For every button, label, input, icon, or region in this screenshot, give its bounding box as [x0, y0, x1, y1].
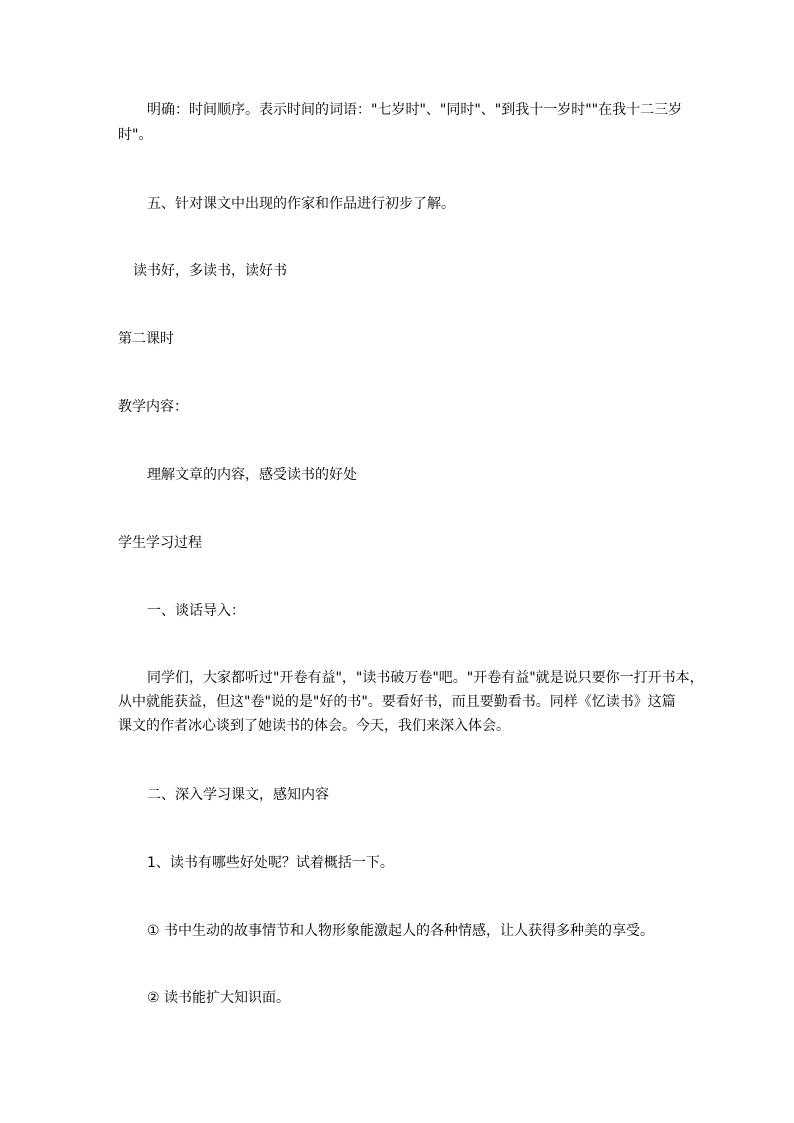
answer-line-2: 时"。: [118, 127, 153, 143]
answer-line-1: 明确：时间顺序。表示时间的词语："七岁时"、"同时"、"到我十一岁时""在我十二三岁: [147, 102, 683, 118]
benefit-one: ① 书中生动的故事情节和人物形象能激起人的各种情感，让人获得多种美的享受。: [147, 923, 654, 939]
section-five-heading: 五、针对课文中出现的作家和作品进行初步了解。: [147, 196, 455, 212]
reading-slogan: 读书好，多读书，读好书: [133, 263, 287, 279]
intro-paragraph-line-1: 同学们，大家都听过"开卷有益"，"读书破万卷"吧。"开卷有益"就是说只要你一打开书本，: [147, 670, 704, 686]
section-two-heading: 二、深入学习课文，感知内容: [147, 787, 329, 803]
teaching-content-label: 教学内容：: [118, 399, 188, 415]
section-one-heading: 一、谈话导入：: [147, 603, 245, 619]
teaching-content-text: 理解文章的内容，感受读书的好处: [147, 467, 357, 483]
question-one: 1、读书有哪些好处呢？试着概括一下。: [147, 855, 394, 871]
intro-paragraph-line-2: 从中就能获益，但这"卷"说的是"好的书"。要看好书，而且要勤看书。同样《忆读书》这篇: [118, 694, 676, 710]
second-lesson-heading: 第二课时: [118, 331, 174, 347]
learning-process-heading: 学生学习过程: [118, 535, 202, 551]
benefit-two: ② 读书能扩大知识面。: [147, 990, 291, 1006]
intro-paragraph-line-3: 课文的作者冰心谈到了她读书的体会。今天，我们来深入体会。: [118, 718, 510, 734]
